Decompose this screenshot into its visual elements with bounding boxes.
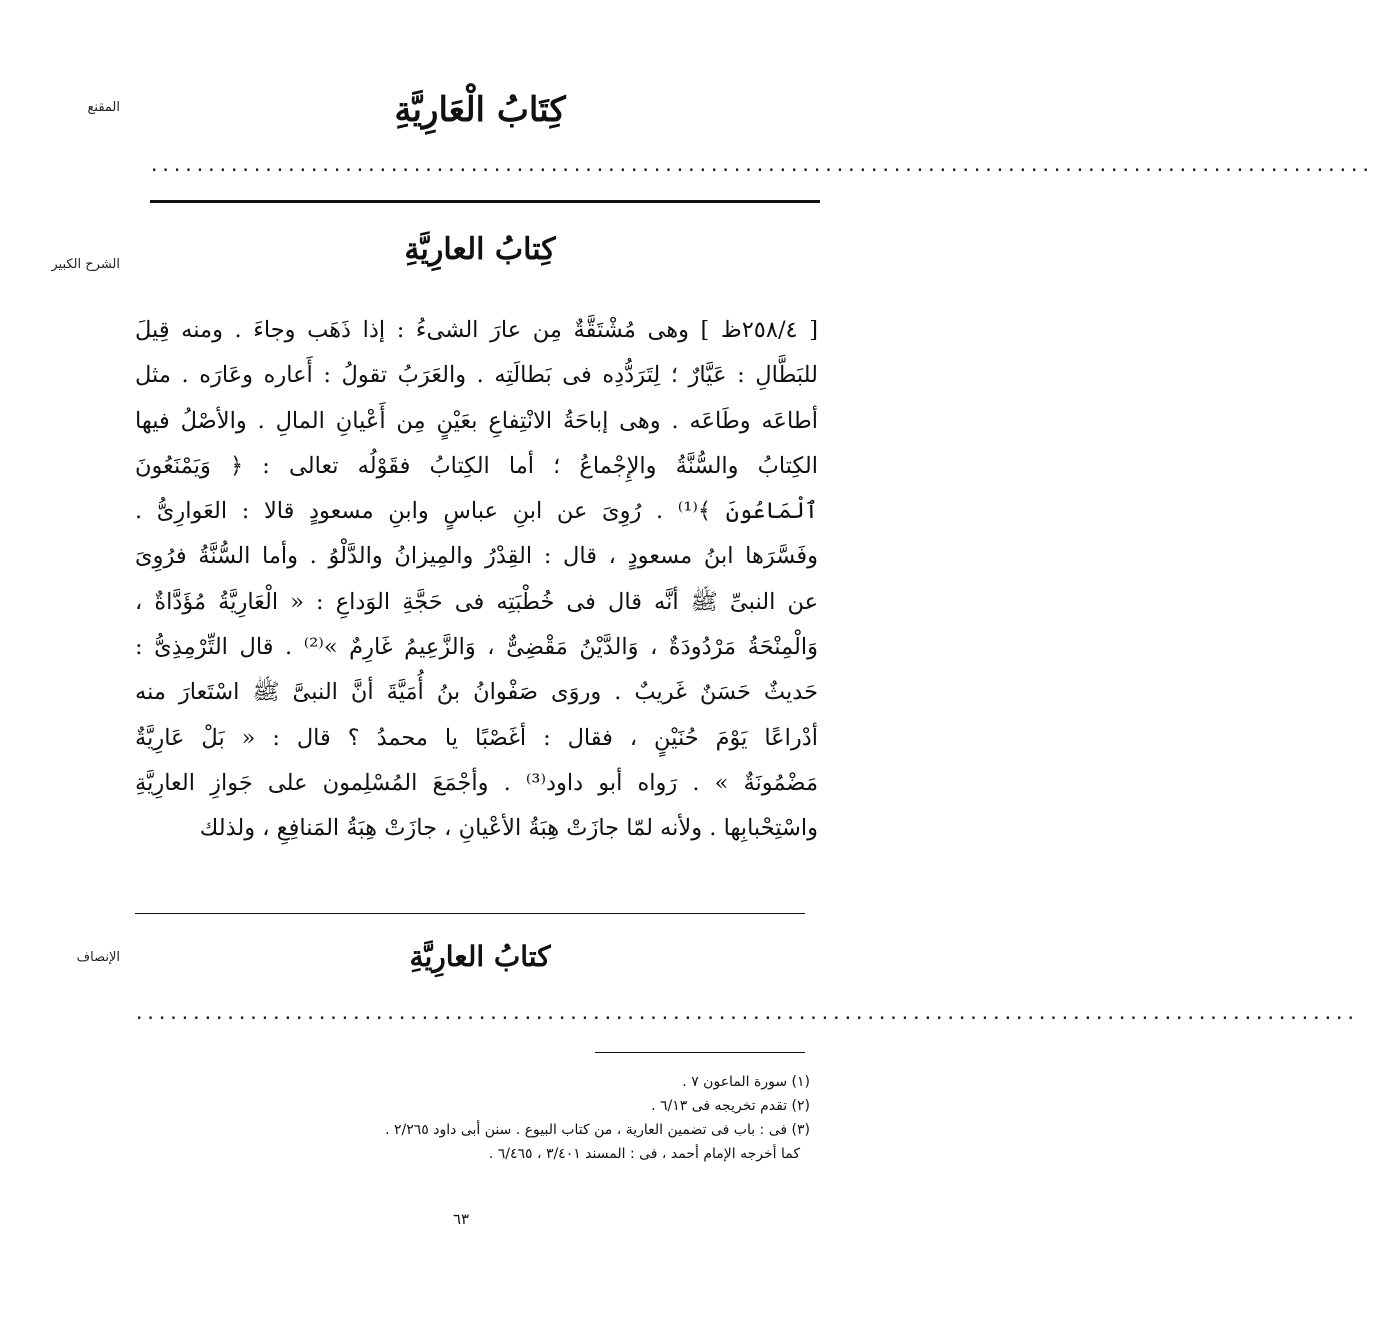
- body-line: حَديثٌ حَسَنٌ غَريبٌ . وروَى صَفْوانُ بنُ أُمَيَّةَ أنَّ النبىَّ ﷺ اسْتَعارَ منه: [135, 679, 818, 706]
- section-divider-thin: [135, 913, 805, 914]
- footnote: (١) سورة الماعون ٧ .: [682, 1074, 810, 1090]
- body-line: أطاعَه وطَاعَه . وهى إباحَةُ الانْتِفاعِ بعَيْنٍ مِن أَعْيانِ المالِ . والأصْلُ فيها: [135, 407, 818, 434]
- insaf-dotted-placeholder: ...........................................................................................................: [135, 1007, 1358, 1023]
- body-line: مَضْمُونَةٌ » . رَواه أبو داود⁽³⁾ . وأجْمَعَ المُسْلِمون على جَوازِ العارِيَّةِ: [135, 769, 818, 796]
- section-label-insaf: الإنصاف: [76, 950, 120, 965]
- body-line: ٱلْمَاعُونَ ﴾⁽¹⁾ . رُوِىَ عن ابنِ عباسٍ وابنِ مسعودٍ قالا : العَوارِىُّ .: [135, 498, 818, 525]
- footnote: (٢) تقدم تخريجه فى ٦/١٣ .: [651, 1098, 810, 1114]
- footnotes: [120, 1070, 810, 1166]
- section-label-muqni: المقنع: [87, 100, 120, 115]
- footnote: كما أخرجه الإمام أحمد ، فى : المسند ٣/٤٠١ ، ٦/٤٦٥ .: [488, 1146, 800, 1162]
- body-line: وَالْمِنْحَةُ مَرْدُودَةٌ ، وَالدَّيْنُ مَقْضِىٌّ ، وَالزَّعِيمُ غَارِمٌ »⁽²⁾ . قال التِّرْمِذِىُّ :: [135, 634, 818, 661]
- body-line: للبَطَّالِ : عَيَّارٌ ؛ لِتَرَدُّدِه فى بَطالَتِه . والعَرَبُ تقولُ : أَعاره وعَارَه . مثل: [135, 362, 818, 389]
- section-label-sharh: الشرح الكبير: [51, 257, 120, 272]
- body-line: الكِتابُ والسُّنَّةُ والإِجْماعُ ؛ أما الكِتابُ فقَوْلُه تعالى : ﴿ وَيَمْنَعُونَ: [135, 452, 818, 479]
- body-line: [ ٢٥٨/٤ظ ] وهى مُشْتَقَّةٌ مِن عارَ الشىءُ : إذا ذَهَب وجاءَ . ومنه قِيلَ: [135, 317, 818, 343]
- sharh-body: [135, 308, 818, 852]
- body-line: وفَسَّرَها ابنُ مسعودٍ ، قال : القِدْرُ والمِيزانُ والدَّلْوُ . وأما السُّنَّةُ فرُوِىَ: [135, 543, 818, 570]
- insaf-title: كتابُ العارِيَّةِ: [409, 940, 551, 973]
- muqni-dotted-placeholder: ...........................................................................................................: [150, 159, 1373, 175]
- body-line: عن النبىِّ ﷺ أنَّه قال فى خُطْبَتِه فى حَجَّةِ الوَداعِ : « الْعَارِيَّةُ مُؤَدَّاةٌ ،: [135, 588, 818, 615]
- section-divider-thick: [150, 200, 820, 203]
- footnote-separator: [595, 1052, 805, 1053]
- body-line: أدْراعًا يَوْمَ حُنَيْنٍ ، فقال : أغَصْبًا يا محمدُ ؟ قال : « بَلْ عَارِيَّةٌ: [135, 724, 818, 751]
- sharh-title: كِتابُ العارِيَّةِ: [404, 232, 556, 267]
- muqni-title: كِتَابُ الْعَارِيَّةِ: [394, 90, 566, 130]
- body-line: واسْتِحْبابِها . ولأنه لمّا جازَتْ هِبَةُ الأعْيانِ ، جازَتْ هِبَةُ المَنافِعِ ، ولذلك: [199, 815, 818, 842]
- footnote: (٣) فى : باب فى تضمين العارية ، من كتاب البيوع . سنن أبى داود ٢/٢٦٥ .: [385, 1122, 810, 1138]
- page-number: ٦٣: [452, 1210, 470, 1228]
